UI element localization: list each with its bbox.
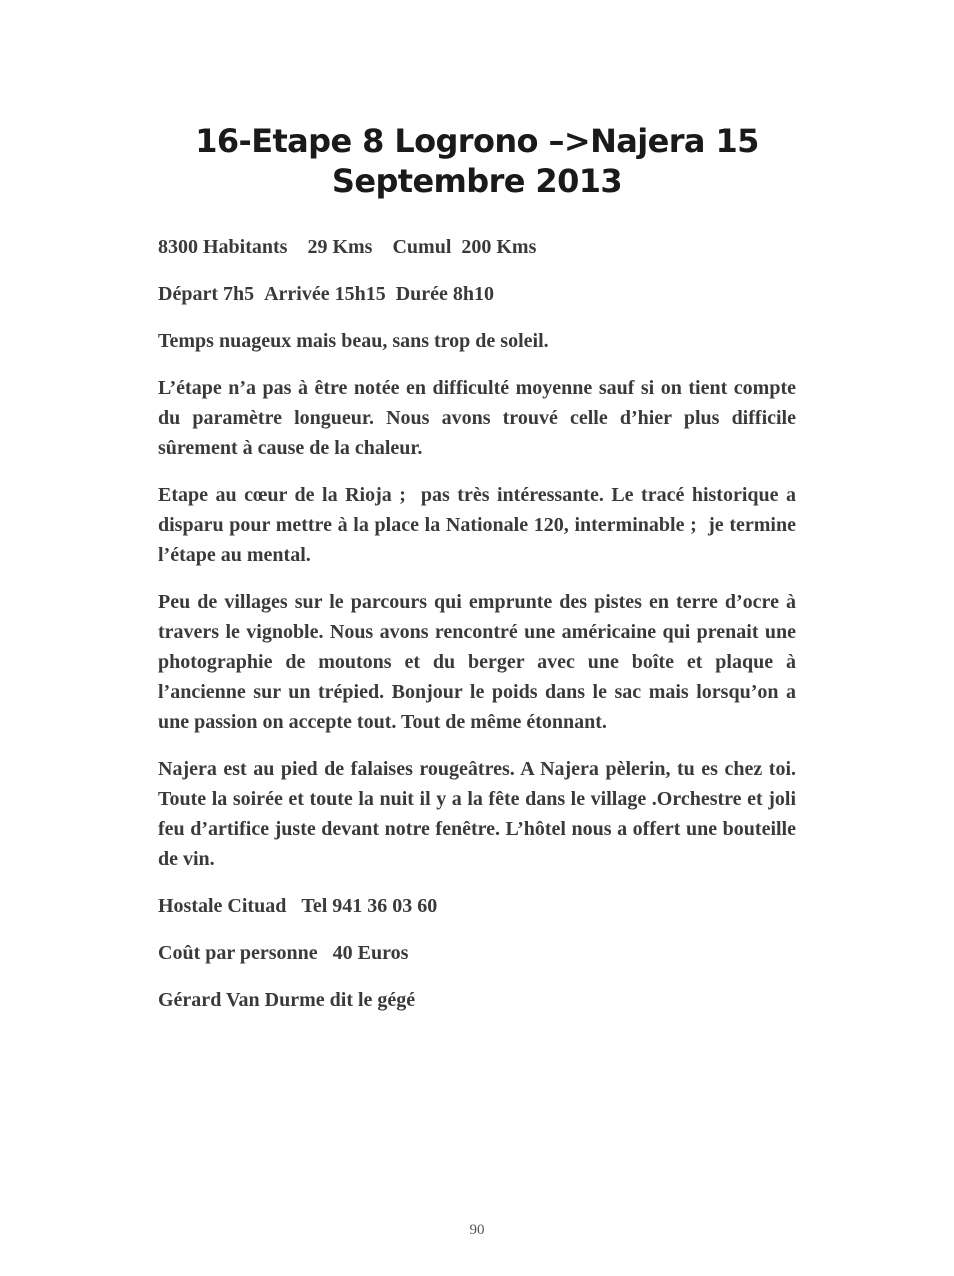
page-title xyxy=(158,121,796,201)
title-line-1: 16-Etape 8 Logrono –>Najera 15 xyxy=(195,122,759,160)
paragraph: Najera est au pied de falaises rougeâtres. A Najera pèlerin, tu es chez toi. Toute la soirée et toute la nuit il y a la fête dans le village .Orchestre et joli feu d’artifice juste devant notre fenêtre. L’hôtel nous a offert une bouteille de vin. xyxy=(158,758,796,870)
lodging-line: Hostale Cituad Tel 941 36 03 60 xyxy=(158,895,438,917)
times-line: Départ 7h5 Arrivée 15h15 Durée 8h10 xyxy=(158,283,495,305)
stats-line: 8300 Habitants 29 Kms Cumul 200 Kms xyxy=(158,236,537,258)
author-line: Gérard Van Durme dit le gégé xyxy=(158,989,416,1011)
weather-line: Temps nuageux mais beau, sans trop de soleil. xyxy=(158,330,549,352)
cost-line: Coût par personne 40 Euros xyxy=(158,942,409,964)
title-line-2: Septembre 2013 xyxy=(331,162,623,200)
paragraph: L’étape n’a pas à être notée en difficulté moyenne sauf si on tient compte du paramètre longueur. Nous avons trouvé celle d’hier plus difficile sûrement à cause de la chaleur. xyxy=(158,377,796,459)
paragraph: Peu de villages sur le parcours qui emprunte des pistes en terre d’ocre à travers le vignoble. Nous avons rencontré une américaine qui prenait une photographie de moutons et du berger avec une boîte et plaque à l’ancienne sur un trépied. Bonjour le poids dans le sac mais lorsqu’on a une passion on accepte tout. Tout de même étonnant. xyxy=(158,591,796,733)
document-body xyxy=(158,232,796,1032)
paragraph: Etape au cœur de la Rioja ; pas très intéressante. Le tracé historique a disparu pour mettre à la place la Nationale 120, interminable ; je termine l’étape au mental. xyxy=(158,484,796,566)
page-number: 90 xyxy=(469,1222,485,1238)
